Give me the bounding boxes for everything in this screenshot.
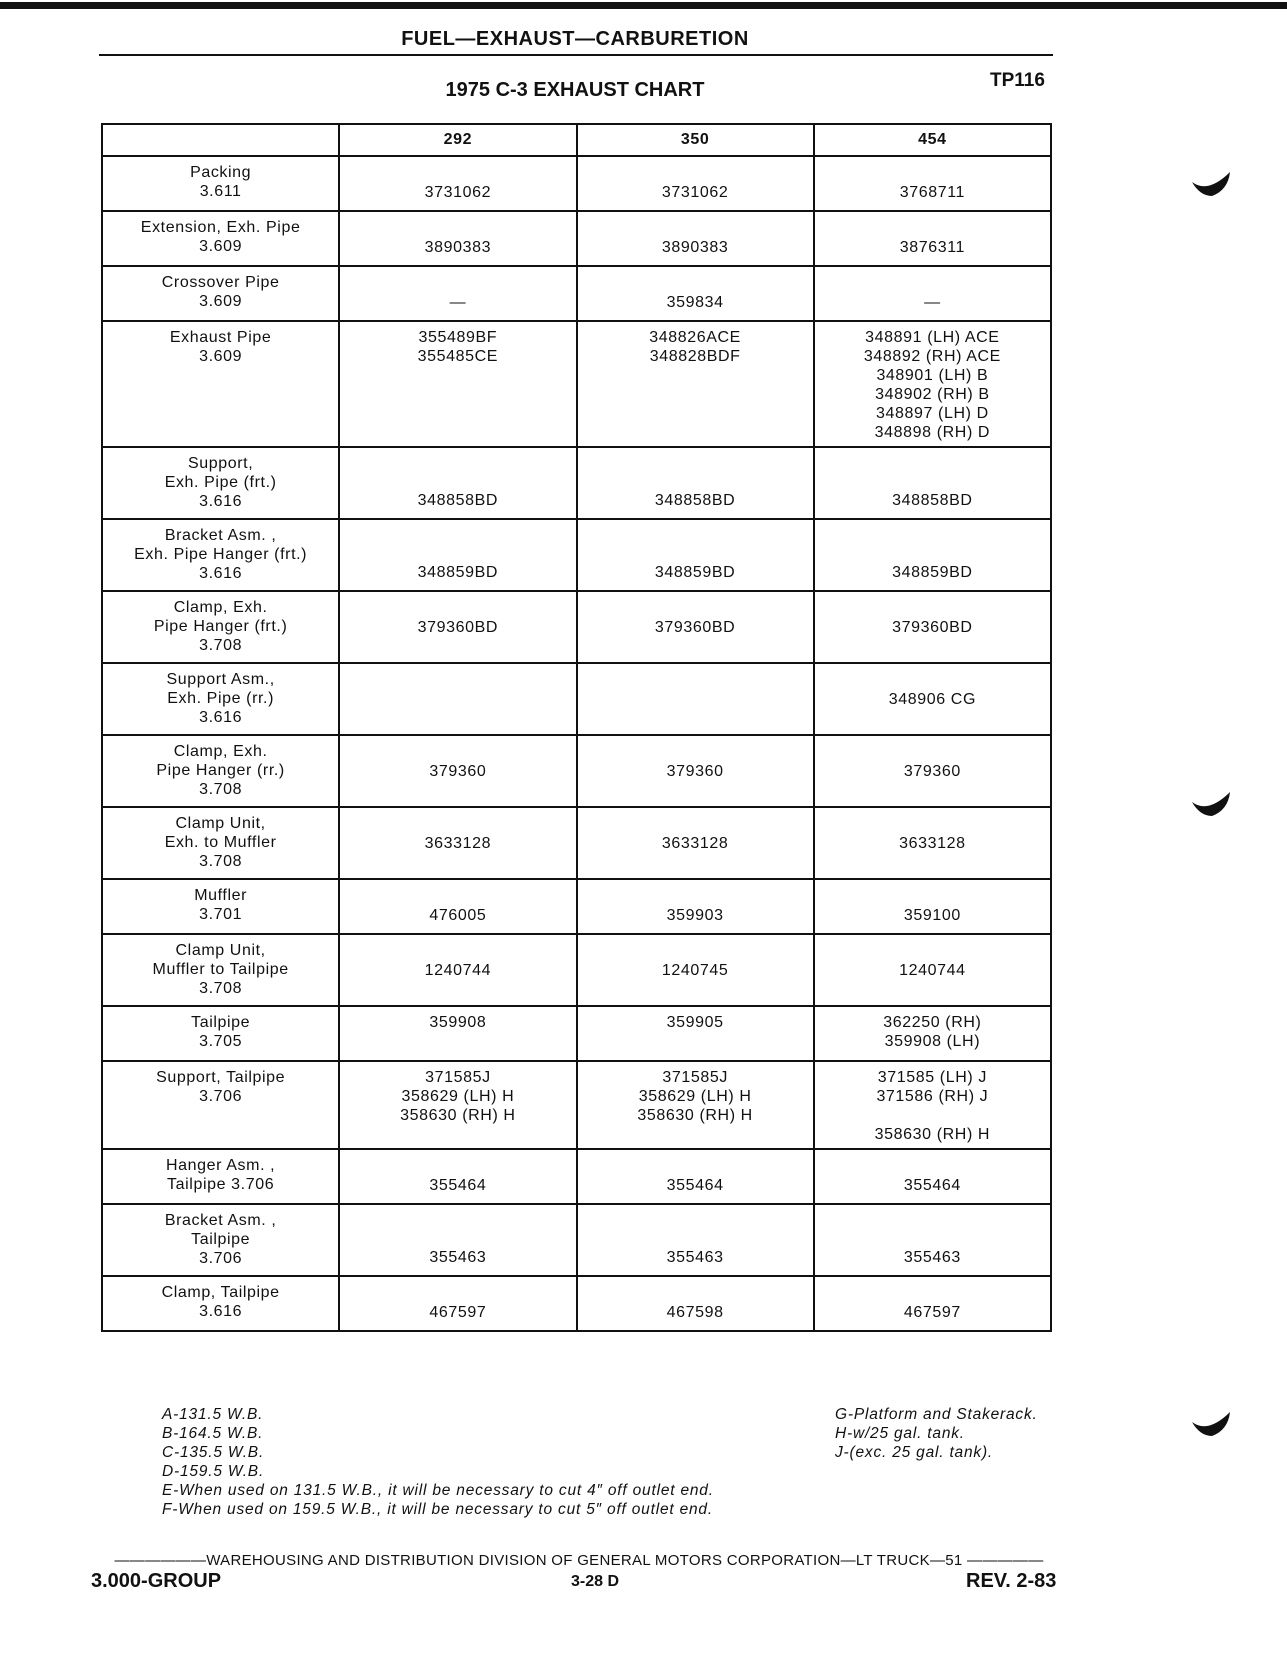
part-number-cell: 3633128 xyxy=(339,807,576,879)
part-number-cell: 359834 xyxy=(577,266,814,321)
table-row xyxy=(102,211,1051,266)
part-number-cell: — xyxy=(339,266,576,321)
part-number-cell: 359908 xyxy=(339,1006,576,1061)
table-body xyxy=(102,156,1051,1331)
column-header: 350 xyxy=(577,124,814,156)
part-number-cell: 379360BD xyxy=(814,591,1051,663)
part-number-cell: 3876311 xyxy=(814,211,1051,266)
part-number-cell: 371585J 358629 (LH) H 358630 (RH) H xyxy=(577,1061,814,1149)
part-number-cell: 355489BF 355485CE xyxy=(339,321,576,447)
row-label: Extension, Exh. Pipe 3.609 xyxy=(102,211,339,266)
table-row xyxy=(102,266,1051,321)
part-number-cell: 348826ACE 348828BDF xyxy=(577,321,814,447)
binder-hole-mark xyxy=(1190,780,1234,820)
part-number-cell: 355463 xyxy=(577,1204,814,1276)
footnote: J-(exc. 25 gal. tank). xyxy=(835,1444,994,1461)
part-number-cell: 3731062 xyxy=(577,156,814,211)
part-number-cell: 348859BD xyxy=(814,519,1051,591)
row-label: Clamp, Tailpipe 3.616 xyxy=(102,1276,339,1331)
table-row xyxy=(102,807,1051,879)
footnote: E-When used on 131.5 W.B., it will be necessary to cut 4″ off outlet end. xyxy=(162,1482,714,1499)
part-number-cell: 355463 xyxy=(339,1204,576,1276)
column-header xyxy=(102,124,339,156)
part-number-cell: 359903 xyxy=(577,879,814,934)
part-number-cell: 355463 xyxy=(814,1204,1051,1276)
row-label: Packing 3.611 xyxy=(102,156,339,211)
table-row xyxy=(102,1061,1051,1149)
row-label: Clamp Unit, Exh. to Muffler 3.708 xyxy=(102,807,339,879)
table-row xyxy=(102,519,1051,591)
table-row xyxy=(102,447,1051,519)
page-code: TP116 xyxy=(990,70,1045,91)
footnote: C-135.5 W.B. xyxy=(162,1444,265,1461)
footnote: F-When used on 159.5 W.B., it will be necessary to cut 5″ off outlet end. xyxy=(162,1501,713,1518)
exhaust-chart-table xyxy=(101,123,1052,1332)
footer-page-number: 3-28 D xyxy=(570,1573,620,1590)
part-number-cell: — xyxy=(814,266,1051,321)
part-number-cell: 359100 xyxy=(814,879,1051,934)
part-number-cell: 3768711 xyxy=(814,156,1051,211)
footnote: D-159.5 W.B. xyxy=(162,1463,265,1480)
footnote: A-131.5 W.B. xyxy=(162,1406,264,1423)
part-number-cell: 355464 xyxy=(577,1149,814,1204)
part-number-cell: 359905 xyxy=(577,1006,814,1061)
footer-group: 3.000-GROUP xyxy=(91,1570,222,1592)
part-number-cell: 1240744 xyxy=(814,934,1051,1006)
table-row xyxy=(102,1276,1051,1331)
part-number-cell: 3890383 xyxy=(339,211,576,266)
table-row xyxy=(102,1149,1051,1204)
part-number-cell: 348859BD xyxy=(577,519,814,591)
row-label: Bracket Asm. , Tailpipe 3.706 xyxy=(102,1204,339,1276)
part-number-cell: 355464 xyxy=(814,1149,1051,1204)
part-number-cell: 476005 xyxy=(339,879,576,934)
table-row xyxy=(102,591,1051,663)
footnote: H-w/25 gal. tank. xyxy=(835,1425,965,1442)
top-edge-bar xyxy=(0,2,1287,9)
table-row xyxy=(102,879,1051,934)
column-header: 454 xyxy=(814,124,1051,156)
part-number-cell: 348891 (LH) ACE 348892 (RH) ACE 348901 (LH) B 348902 (RH) B 348897 (LH) D 348898 (RH) D xyxy=(814,321,1051,447)
table-row xyxy=(102,735,1051,807)
part-number-cell: 3890383 xyxy=(577,211,814,266)
part-number-cell: 371585J 358629 (LH) H 358630 (RH) H xyxy=(339,1061,576,1149)
footer-distribution-line: ——————WAREHOUSING AND DISTRIBUTION DIVISION OF GENERAL MOTORS CORPORATION—LT TRUCK—51 ————— xyxy=(114,1552,1044,1569)
part-number-cell xyxy=(339,663,576,735)
table-row xyxy=(102,663,1051,735)
part-number-cell: 355464 xyxy=(339,1149,576,1204)
row-label: Muffler 3.701 xyxy=(102,879,339,934)
section-title: FUEL—EXHAUST—CARBURETION xyxy=(401,28,749,50)
part-number-cell: 379360 xyxy=(814,735,1051,807)
part-number-cell: 379360 xyxy=(577,735,814,807)
row-label: Hanger Asm. , Tailpipe 3.706 xyxy=(102,1149,339,1204)
part-number-cell: 1240745 xyxy=(577,934,814,1006)
part-number-cell: 3633128 xyxy=(814,807,1051,879)
part-number-cell: 348859BD xyxy=(339,519,576,591)
part-number-cell: 467597 xyxy=(814,1276,1051,1331)
part-number-cell: 348906 CG xyxy=(814,663,1051,735)
row-label: Support Asm., Exh. Pipe (rr.) 3.616 xyxy=(102,663,339,735)
part-number-cell: 467598 xyxy=(577,1276,814,1331)
row-label: Support, Tailpipe 3.706 xyxy=(102,1061,339,1149)
row-label: Exhaust Pipe 3.609 xyxy=(102,321,339,447)
part-number-cell: 3633128 xyxy=(577,807,814,879)
part-number-cell xyxy=(577,663,814,735)
row-label: Crossover Pipe 3.609 xyxy=(102,266,339,321)
table-row xyxy=(102,321,1051,447)
row-label: Clamp Unit, Muffler to Tailpipe 3.708 xyxy=(102,934,339,1006)
part-number-cell: 379360BD xyxy=(339,591,576,663)
part-number-cell: 3731062 xyxy=(339,156,576,211)
footer-revision: REV. 2-83 xyxy=(966,1570,1057,1592)
table-header-row xyxy=(102,124,1051,156)
table-row xyxy=(102,1204,1051,1276)
part-number-cell: 348858BD xyxy=(814,447,1051,519)
row-label: Clamp, Exh. Pipe Hanger (frt.) 3.708 xyxy=(102,591,339,663)
binder-hole-mark xyxy=(1190,160,1234,200)
binder-hole-mark xyxy=(1190,1400,1234,1440)
row-label: Tailpipe 3.705 xyxy=(102,1006,339,1061)
section-rule xyxy=(99,54,1053,56)
part-number-cell: 467597 xyxy=(339,1276,576,1331)
footnotes-left xyxy=(162,1405,714,1519)
part-number-cell: 379360 xyxy=(339,735,576,807)
footnotes-right xyxy=(835,1405,1038,1462)
row-label: Bracket Asm. , Exh. Pipe Hanger (frt.) 3.616 xyxy=(102,519,339,591)
part-number-cell: 371585 (LH) J 371586 (RH) J 358630 (RH) H xyxy=(814,1061,1051,1149)
column-header: 292 xyxy=(339,124,576,156)
table-row xyxy=(102,934,1051,1006)
row-label: Clamp, Exh. Pipe Hanger (rr.) 3.708 xyxy=(102,735,339,807)
row-label: Support, Exh. Pipe (frt.) 3.616 xyxy=(102,447,339,519)
footnote: B-164.5 W.B. xyxy=(162,1425,264,1442)
part-number-cell: 362250 (RH) 359908 (LH) xyxy=(814,1006,1051,1061)
part-number-cell: 348858BD xyxy=(339,447,576,519)
footnote: G-Platform and Stakerack. xyxy=(835,1406,1038,1423)
part-number-cell: 348858BD xyxy=(577,447,814,519)
chart-title: 1975 C-3 EXHAUST CHART xyxy=(445,79,705,101)
table-row xyxy=(102,156,1051,211)
table-row xyxy=(102,1006,1051,1061)
part-number-cell: 379360BD xyxy=(577,591,814,663)
part-number-cell: 1240744 xyxy=(339,934,576,1006)
